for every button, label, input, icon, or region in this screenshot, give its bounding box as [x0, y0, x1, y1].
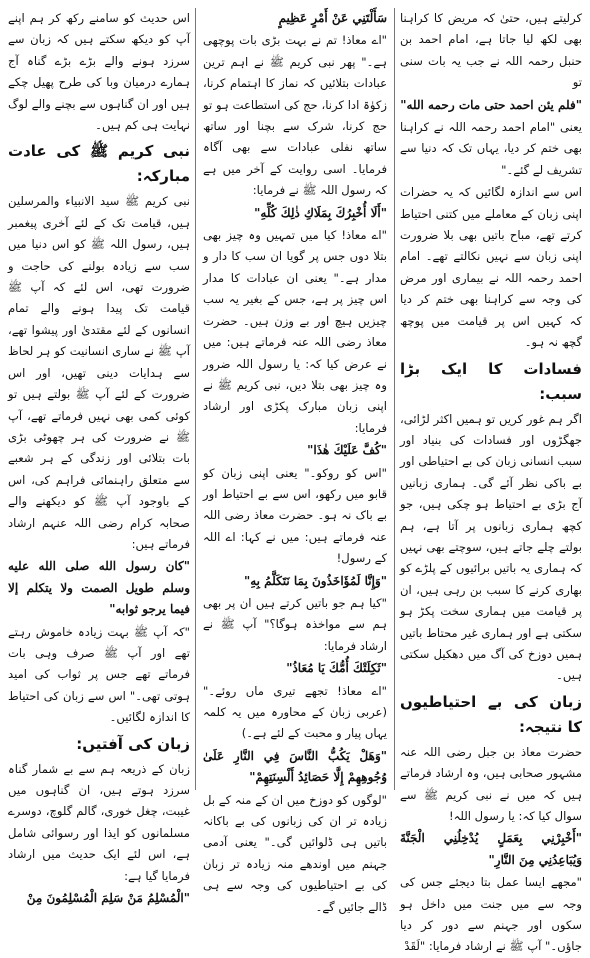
arabic-quote: "ثَكِلَتْكَ أُمُّكَ يَا مُعَاذُ": [286, 661, 387, 676]
column-right: [400, 8, 582, 954]
column-divider: [394, 8, 395, 790]
section-heading: زبان کی آفتیں:: [76, 734, 190, 753]
body-paragraph: "اے معاذ! تجھے تیری ماں روئے۔" (عربی زبان کے محاورہ میں یہ کلمہ یہاں پیار و محبت کے لئے ہے۔): [203, 683, 387, 741]
section-heading: زبان کی بے احتیاطیوں کا نتیجہ:: [400, 692, 582, 736]
body-paragraph: "اے معاذ! تم نے بہت بڑی بات پوچھی ہے۔" پھر نبی کریم ﷺ نے اہم ترین عبادات بتلائیں کہ نماز کا اہتمام کرنا، زکوٰۃ ادا کرنا، حج کی استطاعت ہو تو حج کرنا، شرک سے بچنا اور ساتھ ساتھ نفلی عبادات سے بھی آگاہ فرمایا۔ اسی روایت کے آخر میں ہے کہ رسول اللہ ﷺ نے فرمایا:: [203, 33, 387, 198]
body-paragraph: اس سے اندازہ لگائیں کہ یہ حضرات اپنی زبان کے معاملے میں کتنی احتیاط کرتے تھے، مباح باتیں بھی بلا ضرورت اپنی زبان سے نہیں نکالتے تھے۔ امام احمد رحمہ اللہ نے بیماری اور مرض کی وجہ سے کراہنا بھی ختم کر دیا کہ کہیں اس پر قیامت میں پوچھ گچھ نہ ہو۔: [400, 185, 582, 350]
section-heading: نبی کریم ﷺ کی عادت مبارکہ:: [8, 142, 190, 186]
body-paragraph: اگر ہم غور کریں تو ہمیں اکثر لڑائی، جھگڑوں اور فسادات کی بنیاد اور سبب انسانی زبان کی بے احتیاطی اور بے باکی نظر آئے گی۔ ہماری زبانیں آج بڑی بے احتیاط ہو چکی ہیں، جو کچھ ہماری زبانوں پر آتا ہے، ہم بولتے چلے جاتے ہیں، سوچتے بھی نہیں کہ ہماری یہ باتیں برائیوں کے پلڑے کو بھاری کرنے کا سبب بن رہی ہیں، ان پر قیامت میں ہماری سخت پکڑ ہو سکتی ہے اور ہماری غیر محتاط باتیں ہمیں دوزخ کی آگ میں دھکیل سکتی ہیں۔: [400, 411, 582, 683]
column-left: [8, 8, 190, 906]
arabic-quote: "الْمُسْلِمُ مَنْ سَلِمَ الْمُسْلِمُونَ مِنْ: [26, 891, 190, 906]
body-paragraph: "مجھے ایسا عمل بتا دیجئے جس کی وجہ سے میں جنت میں داخل ہو سکوں اور جہنم سے دور کر دیا جاؤں۔" آپ ﷺ نے ارشاد فرمایا: "لَقَدْ: [400, 875, 582, 954]
arabic-quote: "وَإِنَّا لَمُؤَاخَذُونَ بِمَا نَتَكَلَّمُ بِهِ": [243, 573, 387, 588]
body-paragraph: یعنی "امام احمد رحمہ اللہ نے کراہنا بھی ختم کر دیا، یہاں تک کہ دنیا سے تشریف لے گئے۔": [400, 120, 582, 177]
column-middle: [203, 8, 387, 914]
arabic-quote: "أَلَا أُخْبِرُكَ بِمَلَاكِ ذٰلِكَ كُلِّهِ": [254, 205, 387, 220]
body-paragraph: "اے معاذ! کیا میں تمہیں وہ چیز بھی بتلا دوں جس پر گویا ان سب کا دار و مدار ہے۔" یعنی ان عبادات کا مدار اس چیز پر ہے، جس کے بغیر یہ سب چیزیں ہیچ اور بے وزن ہیں۔ حضرت معاذ رضی اللہ عنہ فرماتے ہیں: میں نے عرض کیا کہ: یا رسول اللہ ضرور وہ چیز بھی بتلا دیں، نبی کریم ﷺ نے اپنی زبان مبارک پکڑی اور ارشاد فرمایا:: [203, 228, 387, 435]
arabic-quote: "وَهَلْ يَكُبُّ النَّاسَ فِي النَّارِ عَلَىٰ وُجُوهِهِمْ إِلَّا حَصَائِدُ أَلْسِنَتِهِمْ": [203, 748, 387, 785]
body-paragraph: زبان کے ذریعہ ہم سے بے شمار گناہ سرزد ہوتے ہیں، ان گناہوں میں غیبت، چغل خوری، گالم گلوچ، دوسرے مسلمانوں کو ایذا اور رسوائی شامل ہے، اس لئے ایک حدیث میں ارشاد فرمایا گیا ہے:: [8, 761, 190, 883]
body-paragraph: "لوگوں کو دوزخ میں ان کے منہ کے بل زیادہ تر ان کی زبانوں کی بے باکانہ باتیں ہی ڈلوائیں گی۔" یعنی آدمی جہنم میں اوندھے منہ زیادہ تر زبان کی بے احتیاطیوں کی وجہ سے ہی ڈالے جائیں گے۔: [203, 792, 387, 914]
body-paragraph: "اس کو روکو۔" یعنی اپنی زبان کو قابو میں رکھو، اس سے بے احتیاط اور بے باک نہ ہو۔ حضرت معاذ رضی اللہ عنہ فرماتے ہیں: میں نے کہا: اے اللہ کے رسول!: [203, 465, 387, 566]
body-paragraph: "کیا ہم جو باتیں کرتے ہیں ان پر بھی ہم سے مواخذہ ہوگا؟" آپ ﷺ نے ارشاد فرمایا:: [203, 595, 387, 653]
arabic-quote: "كان رسول الله صلى الله عليه وسلم طويل الصمت ولا يتكلم إلا فيما يرجو ثوابه": [8, 559, 190, 617]
arabic-quote: سَأَلْتَنِي عَنْ أَمْرٍ عَظِيمٍ: [278, 11, 387, 25]
body-paragraph: نبی کریم ﷺ سید الانبیاء والمرسلین ہیں، قیامت تک کے لئے آخری پیغمبر ہیں، رسول اللہ ﷺ کو اس دنیا میں سب سے زیادہ بولنے کی حاجت و ضرورت تھی، اس لئے کہ آپ ﷺ قیامت تک پیدا ہونے والے تمام انسانوں کے لئے مقتدیٰ اور پیشوا تھے، آپ ﷺ نے ساری انسانیت کو ہر لحاظ سے ہدایات دینی تھیں، اور اس ضرورت کے لئے آپ ﷺ بولتے ہیں تو کوئی کمی بھی نہیں فرماتے تھے، آپ ﷺ نے ضرورت کی ہر چھوٹی بڑی بات بتلائی اور زندگی کے ہر شعبے سے متعلق راہنمائی فراہم کی، اس کے باوجود آپ ﷺ کو دیکھنے والے صحابہ کرام رضی اللہ عنہم ارشاد فرماتے ہیں:: [8, 194, 190, 551]
arabic-quote: "فلم يئن احمد حتى مات رحمه الله": [400, 97, 582, 112]
section-heading: فسادات کا ایک بڑا سبب:: [400, 359, 582, 403]
arabic-quote: "أَخْبِرْنِي بِعَمَلٍ يُدْخِلُنِي الْجَنَّةَ وَيُبَاعِدُنِي مِنَ النَّارِ": [400, 831, 582, 867]
body-paragraph: "کہ آپ ﷺ بہت زیادہ خاموش رہتے تھے اور آپ ﷺ صرف وہی بات فرماتے تھے جس پر ثواب کی امید ہوتی تھی۔" اس سے زبان کی احتیاط کا اندازہ لگائیں۔: [8, 624, 190, 725]
column-divider: [195, 8, 196, 790]
body-paragraph: حضرت معاذ بن جبل رضی اللہ عنہ مشہور صحابی ہیں، وہ ارشاد فرماتے ہیں کہ میں نے نبی کریم ﷺ سے سوال کیا کہ: یا رسول اللہ!: [400, 744, 582, 823]
body-paragraph: اس حدیث کو سامنے رکھ کر ہم اپنے آپ کو دیکھ سکتے ہیں کہ زبان سے سرزد ہونے والے بڑے بڑے گناہ آج ہمارے درمیان وبا کی طرح پھیل چکے ہیں اور ان گناہوں سے بچنے والے لوگ نہایت ہی کم ہیں۔: [8, 11, 190, 133]
body-paragraph: کرلیتے ہیں، حتیٰ کہ مریض کا کراہنا بھی لکھ لیا جاتا ہے، امام احمد بن حنبل رحمہ اللہ نے جب یہ بات سنی تو: [400, 11, 582, 90]
arabic-quote: "كُفَّ عَلَيْكَ هٰذَا": [307, 443, 387, 458]
